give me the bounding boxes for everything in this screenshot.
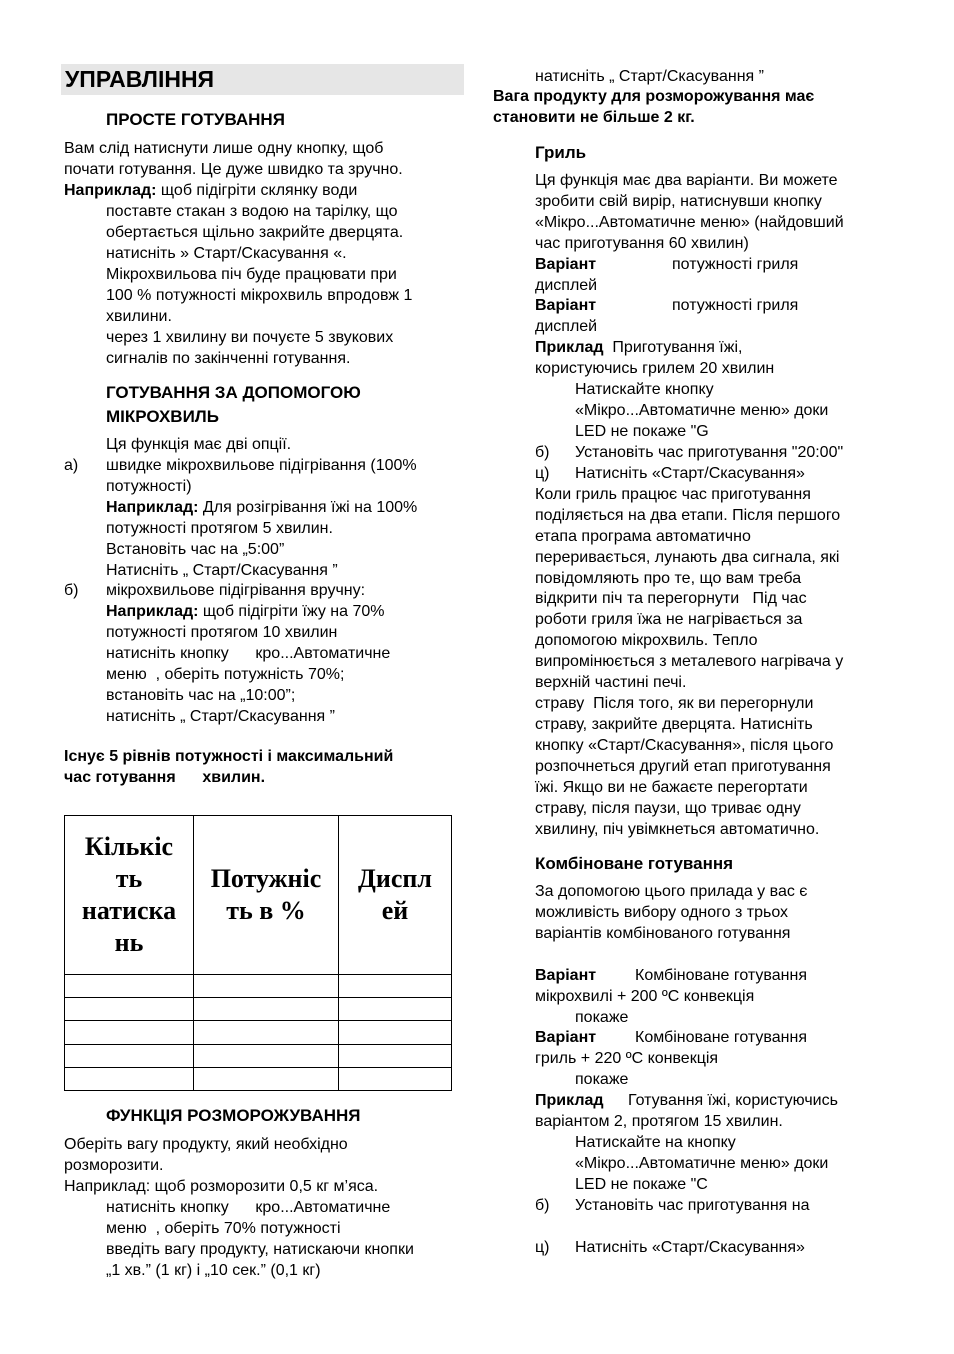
- power-levels-note: Існує 5 рівнів потужності і максимальний: [64, 748, 394, 765]
- text-line: Натисніть «Старт/Скасування»: [575, 1239, 805, 1256]
- text-line: випромінюється з металевого нагрівача у: [535, 653, 844, 670]
- text-line: верхній частині печі.: [535, 674, 687, 691]
- weight-note: становити не більше 2 кг.: [493, 109, 695, 126]
- table-header-power: Потужніс ть в %: [194, 816, 339, 975]
- text-line: допомогою мікрохвиль. Тепло: [535, 632, 758, 649]
- text-line: переривається, лунають два сигнала, які: [535, 549, 840, 566]
- text-line: етапа програма автоматично: [535, 528, 751, 545]
- text-line: LED не покаже "C: [575, 1176, 708, 1193]
- text-line: натисніть „ Старт/Скасування ”: [106, 708, 335, 725]
- text-line: роботи гриля їжа не нагрівається за: [535, 611, 803, 628]
- text-line: встановіть час на „10:00”;: [106, 687, 296, 704]
- example-label: Наприклад:: [64, 182, 157, 199]
- text-line: Мікрохвильова піч буде працювати при: [106, 266, 397, 283]
- example-line: [535, 337, 742, 358]
- text-line: час приготування 60 хвилин): [535, 235, 749, 252]
- text-line: 100 % потужності мікрохвиль впродовж 1: [106, 287, 413, 304]
- text-line: потужності протягом 5 хвилин.: [106, 520, 333, 537]
- list-marker: б): [64, 582, 79, 599]
- text-line: розпочнеться другий етап приготування: [535, 758, 831, 775]
- text-line: сигналів по закінченні готування.: [106, 350, 351, 367]
- text-line: можливість вибору одного з трьох: [535, 904, 789, 921]
- text-line: «Мікро...Автоматичне меню» доки: [575, 1155, 829, 1172]
- text-line: Натисніть «Старт/Скасування»: [575, 465, 805, 482]
- text-line: Встановіть час на „5:00”: [106, 541, 285, 558]
- text-line: Установіть час приготування на: [575, 1197, 810, 1214]
- text-line: Наприклад: щоб розморозити 0,5 кг м’яса.: [64, 1178, 379, 1195]
- example-text: щоб підігріти склянку води: [156, 182, 358, 199]
- table-row: [65, 1067, 452, 1090]
- text-line: потужності гриля: [672, 256, 799, 273]
- section-heading-microwave: ГОТУВАННЯ ЗА ДОПОМОГОЮ: [106, 383, 361, 402]
- list-marker: б): [535, 1197, 550, 1214]
- text-line: «Мікро...Автоматичне меню» (найдовший: [535, 214, 844, 231]
- text-line: покаже: [575, 1009, 629, 1026]
- text-line: покаже: [575, 1071, 629, 1088]
- text-line: розморозити.: [64, 1157, 164, 1174]
- weight-note: Вага продукту для розморожування має: [493, 88, 815, 105]
- text-line: страву, після паузи, що триває одну: [535, 800, 801, 817]
- text-line: зробити свій вирір, натиснувши кнопку: [535, 193, 822, 210]
- list-marker: а): [64, 457, 79, 474]
- text-line: Натискайте на кнопку: [575, 1134, 736, 1151]
- text-line: Коли гриль працює час приготування: [535, 486, 811, 503]
- variant-label: Варіант: [535, 256, 597, 273]
- example-line: [106, 497, 417, 518]
- variant-label: Варіант: [535, 297, 597, 314]
- text-line: варіантом 2, протягом 15 хвилин.: [535, 1113, 783, 1130]
- text-line: обертається щільно закрийте дверцята.: [106, 224, 404, 241]
- variant-label: Варіант: [535, 967, 597, 984]
- variant-label: Варіант: [535, 1029, 597, 1046]
- example-label: Наприклад:: [106, 499, 199, 516]
- table-row: [65, 975, 452, 998]
- page-title: УПРАВЛІННЯ: [61, 64, 464, 95]
- text-line: Установіть час приготування "20:00": [575, 444, 844, 461]
- table-header-row: [65, 816, 452, 975]
- example-line: [64, 180, 357, 201]
- text-line: хвилини.: [106, 308, 172, 325]
- text-line: дисплей: [535, 277, 598, 294]
- list-marker: ц): [535, 465, 550, 482]
- power-table: [64, 815, 452, 1091]
- text-line: гриль + 220 ºC конвекція: [535, 1050, 719, 1067]
- text-line: відкрити піч та перегорнути Під час: [535, 590, 807, 607]
- text-line: потужності гриля: [672, 297, 799, 314]
- text-line: страву Після того, як ви перегорнули: [535, 695, 814, 712]
- text-line: «Мікро...Автоматичне меню» доки: [575, 402, 829, 419]
- text-line: через 1 хвилину ви почуєте 5 звукових: [106, 329, 394, 346]
- text-line: швидке мікрохвильове підігрівання (100%: [106, 457, 417, 474]
- section-heading-combo: Комбіноване готування: [535, 854, 734, 873]
- text-line: За допомогою цього прилада у вас є: [535, 883, 808, 900]
- text-line: поставте стакан з водою на тарілку, що: [106, 203, 398, 220]
- text-line: Оберіть вагу продукту, який необхідно: [64, 1136, 348, 1153]
- example-label: Наприклад:: [106, 603, 199, 620]
- text-line: натисніть кнопку кро...Автоматичне: [106, 1199, 391, 1216]
- section-heading-grill: Гриль: [535, 143, 587, 162]
- table-row: [65, 1021, 452, 1044]
- example-label: Приклад: [535, 1092, 604, 1109]
- list-marker: б): [535, 444, 550, 461]
- example-label: Приклад: [535, 339, 604, 356]
- text-line: почати готування. Це дуже швидко та зручно.: [64, 161, 403, 178]
- text-line: потужності протягом 10 хвилин: [106, 624, 338, 641]
- text-line: Натискайте кнопку: [575, 381, 714, 398]
- text-line: потужності): [106, 478, 192, 495]
- text-line: введіть вагу продукту, натискаючи кнопки: [106, 1241, 414, 1258]
- text-line: Комбіноване готування: [635, 1029, 807, 1046]
- text-line: Ця функція має дві опції.: [106, 436, 292, 453]
- example-line: [106, 601, 385, 622]
- text-line: меню , оберіть потужність 70%;: [106, 666, 345, 683]
- text-line: кнопку «Старт/Скасування», після цього: [535, 737, 834, 754]
- power-levels-note: час готування хвилин.: [64, 769, 266, 786]
- text-line: Вам слід натиснути лише одну кнопку, щоб: [64, 140, 384, 157]
- example-text: Приготування їжі,: [603, 339, 743, 356]
- text-line: натисніть „ Старт/Скасування ”: [535, 68, 764, 85]
- text-line: „1 хв.” (1 кг) і „10 сек.” (0,1 кг): [106, 1262, 321, 1279]
- text-line: Ця функція має два варіанти. Ви можете: [535, 172, 838, 189]
- text-line: мікрохвильове підігрівання вручну:: [106, 582, 366, 599]
- text-line: поділяється на два етапи. Після першого: [535, 507, 841, 524]
- list-marker: ц): [535, 1239, 550, 1256]
- text-line: дисплей: [535, 318, 598, 335]
- text-line: Готування їжі, користуючись: [628, 1092, 838, 1109]
- section-heading-defrost: ФУНКЦІЯ РОЗМОРОЖУВАННЯ: [106, 1106, 361, 1125]
- text-line: меню , оберіть 70% потужності: [106, 1220, 341, 1237]
- text-line: користуючись грилем 20 хвилин: [535, 360, 775, 377]
- text-line: LED не покаже "G: [575, 423, 709, 440]
- table-header-presses: Кількіс ть натиска нь: [65, 816, 194, 975]
- text-line: їжі. Якщо ви не бажаєте перегортати: [535, 779, 808, 796]
- example-text: Для розігрівання їжі на 100%: [198, 499, 418, 516]
- section-heading-microwave: МІКРОХВИЛЬ: [106, 407, 219, 426]
- text-line: натисніть кнопку кро...Автоматичне: [106, 645, 391, 662]
- section-heading-simple: ПРОСТЕ ГОТУВАННЯ: [106, 110, 285, 129]
- example-text: щоб підігріти їжу на 70%: [198, 603, 385, 620]
- text-line: страву, закрийте дверцята. Натисніть: [535, 716, 813, 733]
- table-row: [65, 1044, 452, 1067]
- text-line: варіантів комбінованого готування: [535, 925, 791, 942]
- table-header-display: Диспл ей: [339, 816, 452, 975]
- text-line: Комбіноване готування: [635, 967, 807, 984]
- text-line: хвилину, піч увімкнеться автоматично.: [535, 821, 820, 838]
- text-line: натисніть » Старт/Скасування «.: [106, 245, 347, 262]
- text-line: повідомляють про те, що вам треба: [535, 570, 802, 587]
- text-line: Натисніть „ Старт/Скасування ”: [106, 562, 338, 579]
- text-line: мікрохвилі + 200 ºC конвекція: [535, 988, 755, 1005]
- table-row: [65, 998, 452, 1021]
